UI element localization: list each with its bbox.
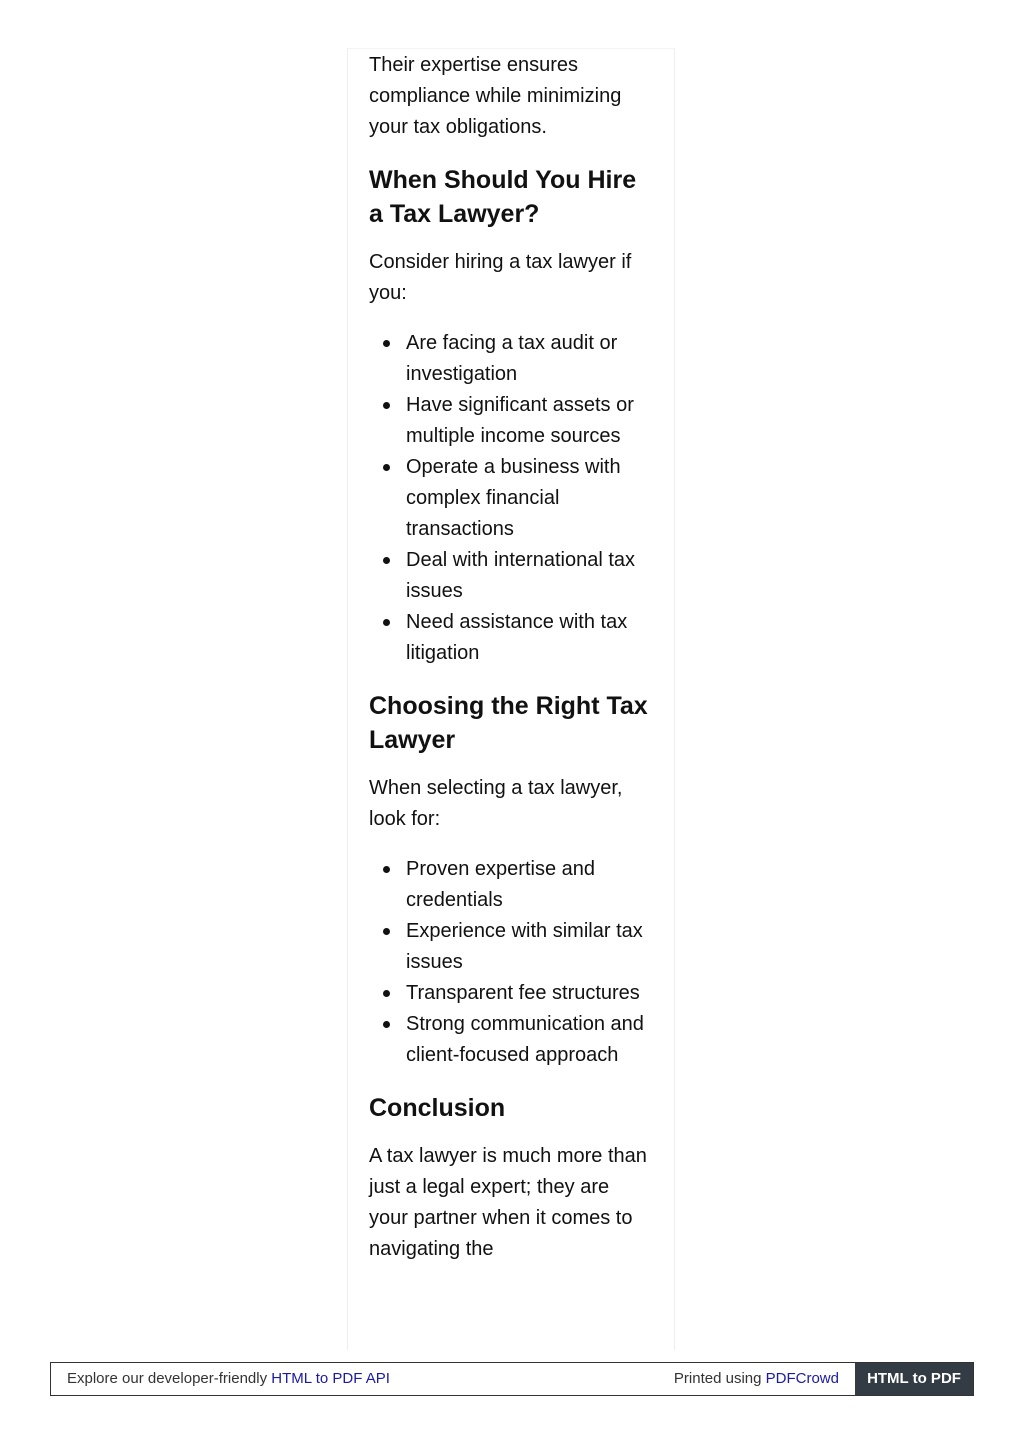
list-item-text: Proven expertise and credentials	[406, 858, 596, 911]
pdfcrowd-link[interactable]: PDFCrowd	[765, 1370, 839, 1387]
heading-conclusion: Conclusion	[369, 1094, 506, 1122]
choose-lead-paragraph: When selecting a tax lawyer, look for:	[369, 777, 623, 830]
bullet-icon	[383, 1021, 390, 1028]
html-to-pdf-badge[interactable]: HTML to PDF	[855, 1363, 973, 1395]
list-item	[369, 452, 653, 545]
list-item	[369, 545, 653, 607]
list-item-text: Transparent fee structures	[406, 982, 640, 1004]
list-item	[369, 390, 653, 452]
pdf-footer-bar	[50, 1362, 974, 1396]
list-item	[369, 328, 653, 390]
article-column	[347, 48, 675, 1350]
footer-explore	[67, 1363, 390, 1395]
list-item-text: Are facing a tax audit or investigation	[406, 332, 618, 385]
footer-printed-text: Printed using	[673, 1370, 766, 1387]
selection-criteria-list	[369, 854, 653, 1071]
list-item	[369, 607, 653, 669]
html-to-pdf-api-link[interactable]: HTML to PDF API	[271, 1370, 390, 1387]
list-item	[369, 854, 653, 916]
bullet-icon	[383, 464, 390, 471]
heading-choosing-lawyer: Choosing the Right Tax Lawyer	[369, 692, 648, 754]
bullet-icon	[383, 340, 390, 347]
conclusion-paragraph: A tax lawyer is much more than just a legal expert; they are your partner when it comes to navigating the	[369, 1145, 647, 1260]
list-item-text: Strong communication and client-focused approach	[406, 1013, 644, 1066]
list-item	[369, 916, 653, 978]
list-item-text: Experience with similar tax issues	[406, 920, 643, 973]
bullet-icon	[383, 928, 390, 935]
intro-paragraph: Their expertise ensures compliance while minimizing your tax obligations.	[369, 54, 622, 138]
hire-lead-paragraph: Consider hiring a tax lawyer if you:	[369, 251, 632, 304]
footer-printed	[674, 1363, 839, 1395]
bullet-icon	[383, 990, 390, 997]
bullet-icon	[383, 866, 390, 873]
heading-when-to-hire: When Should You Hire a Tax Lawyer?	[369, 166, 637, 228]
list-item	[369, 1009, 653, 1071]
bullet-icon	[383, 619, 390, 626]
list-item-text: Need assistance with tax litigation	[406, 611, 628, 664]
hire-reasons-list	[369, 328, 653, 669]
list-item	[369, 978, 653, 1009]
list-item-text: Operate a business with complex financial transactions	[406, 456, 621, 540]
footer-explore-text: Explore our developer-friendly	[67, 1370, 272, 1387]
bullet-icon	[383, 557, 390, 564]
bullet-icon	[383, 402, 390, 409]
list-item-text: Deal with international tax issues	[406, 549, 636, 602]
list-item-text: Have significant assets or multiple income sources	[406, 394, 634, 447]
